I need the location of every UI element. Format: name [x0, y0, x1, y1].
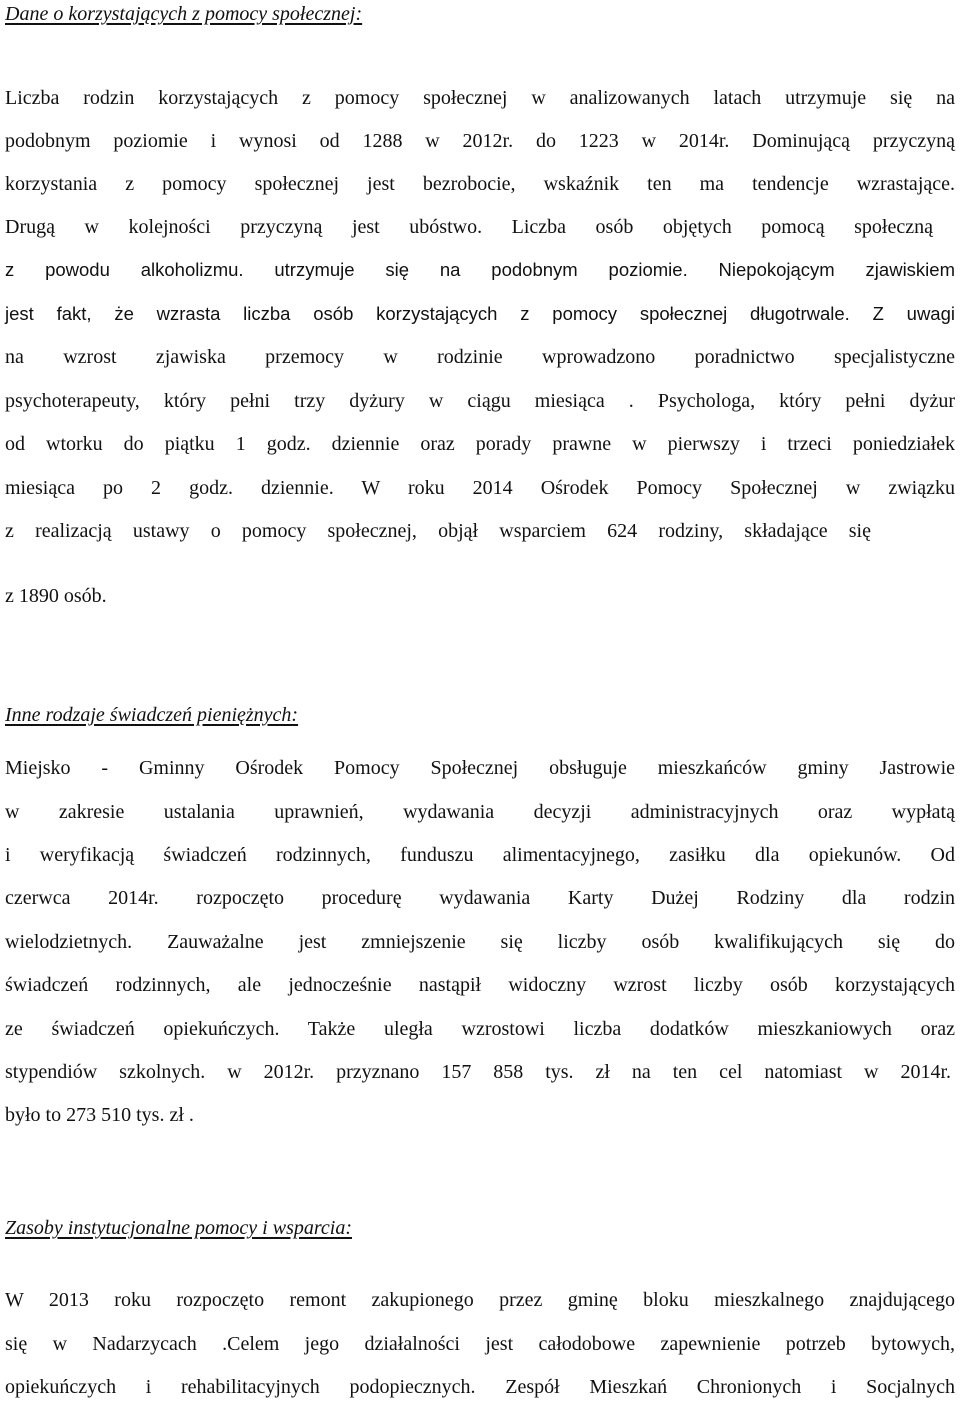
paragraph-line: jest fakt, że wzrasta liczba osób korzystających z pomocy społecznej długotrwale. Z uwagi — [5, 303, 955, 324]
paragraph-line: świadczeń rodzinnych, ale jednocześnie nastąpił widoczny wzrost liczby osób korzystających — [5, 974, 955, 996]
paragraph-line: na wzrost zjawiska przemocy w rodzinie wprowadzono poradnictwo specjalistyczne — [5, 346, 955, 368]
paragraph-line: opiekuńczych i rehabilitacyjnych podopiecznych. Zespół Mieszkań Chronionych i Socjalnych — [5, 1376, 955, 1398]
paragraph-line: podobnym poziomie i wynosi od 1288 w 2012r. do 1223 w 2014r. Dominującą przyczyną — [5, 130, 955, 152]
paragraph-line: korzystania z pomocy społecznej jest bezrobocie, wskaźnik ten ma tendencje wzrastające. — [5, 173, 955, 195]
paragraph-line: z powodu alkoholizmu. utrzymuje się na podobnym poziomie. Niepokojącym zjawiskiem — [5, 259, 955, 280]
paragraph-line: w zakresie ustalania uprawnień, wydawania decyzji administracyjnych oraz wypłatą — [5, 801, 955, 823]
paragraph-line: Drugą w kolejności przyczyną jest ubóstwo. Liczba osób objętych pomocą społeczną — [5, 216, 933, 238]
section-heading-cash-benefits: Inne rodzaje świadczeń pieniężnych: — [5, 704, 299, 726]
paragraph-line: stypendiów szkolnych. w 2012r. przyznano 157 858 tys. zł na ten cel natomiast w 2014r. — [5, 1061, 951, 1083]
section-heading-institutional-resources: Zasoby instytucjonalne pomocy i wsparcia: — [5, 1217, 352, 1239]
paragraph-line: od wtorku do piątku 1 godz. dziennie oraz porady prawne w pierwszy i trzeci poniedziałek — [5, 433, 955, 455]
paragraph-line: było to 273 510 tys. zł . — [5, 1104, 194, 1126]
paragraph-line: Liczba rodzin korzystających z pomocy społecznej w analizowanych latach utrzymuje się na — [5, 87, 955, 109]
paragraph-line: z realizacją ustawy o pomocy społecznej, objął wsparciem 624 rodziny, składające się — [5, 520, 871, 542]
paragraph-line: miesiąca po 2 godz. dziennie. W roku 2014 Ośrodek Pomocy Społecznej w związku — [5, 477, 955, 499]
paragraph-line: Miejsko - Gminny Ośrodek Pomocy Społecznej obsługuje mieszkańców gminy Jastrowie — [5, 757, 955, 779]
paragraph-line: wielodzietnych. Zauważalne jest zmniejszenie się liczby osób kwalifikujących się do — [5, 931, 955, 953]
paragraph-line: z 1890 osób. — [5, 585, 107, 607]
paragraph-line: W 2013 roku rozpoczęto remont zakupionego przez gminę bloku mieszkalnego znajdującego — [5, 1289, 955, 1311]
section-heading-beneficiaries: Dane o korzystających z pomocy społecznej: — [5, 3, 363, 25]
paragraph-line: czerwca 2014r. rozpoczęto procedurę wydawania Karty Dużej Rodziny dla rodzin — [5, 887, 955, 909]
paragraph-line: ze świadczeń opiekuńczych. Także uległa wzrostowi liczba dodatków mieszkaniowych oraz — [5, 1018, 955, 1040]
paragraph-line: i weryfikacją świadczeń rodzinnych, funduszu alimentacyjnego, zasiłku dla opiekunów. Od — [5, 844, 955, 866]
paragraph-line: psychoterapeuty, który pełni trzy dyżury w ciągu miesiąca . Psychologa, który pełni dyżur — [5, 390, 955, 412]
paragraph-line: się w Nadarzycach .Celem jego działalności jest całodobowe zapewnienie potrzeb bytowych, — [5, 1333, 955, 1355]
